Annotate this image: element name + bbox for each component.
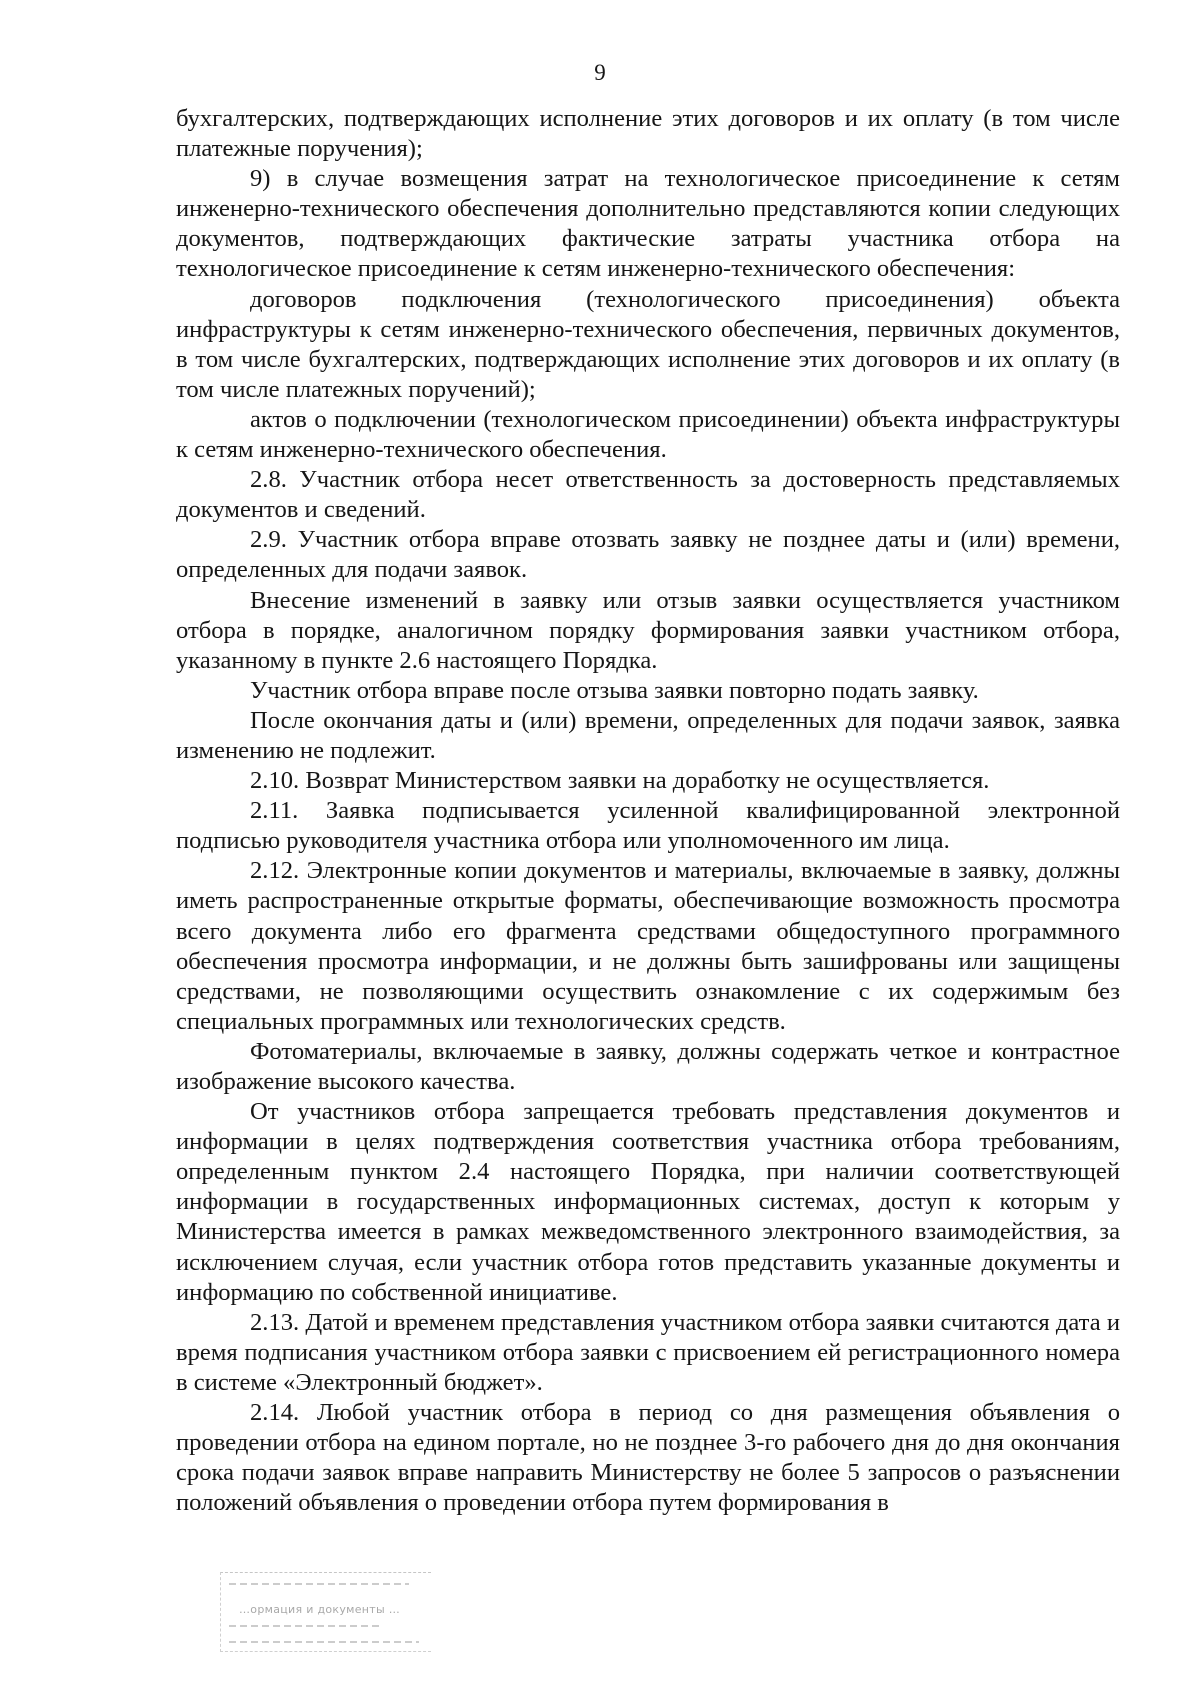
stamp-text: …ормация и документы … (239, 1603, 401, 1616)
paragraph: От участников отбора запрещается требовать представления документов и информации в целях подтверждения соответствия участника отбора требованиям, определенным пунктом 2.4 настоящего Порядка, при наличии соответствующей информации в государственных информационных системах, доступ к которым у Министерства имеется в рамках межведомственного электронного взаимодействия, за исключением случая, если участник отбора готов представить указанные документы и информацию по собственной инициативе. (176, 1098, 1120, 1306)
paragraph: 9) в случае возмещения затрат на технологическое присоединение к сетям инженерно-технического обеспечения дополнительно представляются копии следующих документов, подтверждающих фактические затраты участника отбора на технологическое присоединение к сетям инженерно-технического обеспечения: (176, 165, 1120, 283)
paragraph: договоров подключения (технологического присоединения) объекта инфраструктуры к сетям инженерно-технического обеспечения, первичных документов, в том числе бухгалтерских, подтверждающих исполнение этих договоров и их оплату (в том числе платежных поручений); (176, 285, 1120, 403)
paragraph: 2.10. Возврат Министерством заявки на доработку не осуществляется. (250, 767, 990, 795)
paragraph: Фотоматериалы, включаемые в заявку, должны содержать четкое и контрастное изображение высокого качества. (176, 1037, 1120, 1095)
paragraph: Внесение изменений в заявку или отзыв заявки осуществляется участником отбора в порядке, аналогичном порядку формирования заявки участником отбора, указанному в пункте 2.6 настоящего Порядка. (176, 586, 1120, 674)
paragraph: бухгалтерских, подтверждающих исполнение этих договоров и их оплату (в том числе платежные поручения); (176, 105, 1120, 163)
stamp-line (229, 1583, 409, 1585)
document-body (176, 104, 1120, 1518)
paragraph: 2.14. Любой участник отбора в период со дня размещения объявления о проведении отбора на едином портале, но не позднее 3-го рабочего дня до дня окончания срока подачи заявок вправе направить Министерству не более 5 запросов о разъяснении положений объявления о проведении отбора путем формирования в (176, 1399, 1120, 1517)
paragraph: 2.11. Заявка подписывается усиленной квалифицированной электронной подписью руководителя участника отбора или уполномоченного им лица. (176, 797, 1120, 855)
paragraph: актов о подключении (технологическом присоединении) объекта инфраструктуры к сетям инженерно-технического обеспечения. (176, 405, 1120, 464)
paragraph: Участник отбора вправе после отзыва заявки повторно подать заявку. (250, 676, 979, 704)
stamp-line (229, 1641, 419, 1643)
paragraph: 2.12. Электронные копии документов и материалы, включаемые в заявку, должны иметь распространенные открытые форматы, обеспечивающие возможность просмотра всего документа либо его фрагмента средствами общедоступного программного обеспечения просмотра информации, и не должны быть зашифрованы или защищены средствами, не позволяющими осуществить ознакомление с их содержимым без специальных программных или технологических средств. (176, 857, 1120, 1035)
faded-registration-stamp (220, 1572, 431, 1652)
page-number: 9 (594, 60, 606, 85)
paragraph: 2.9. Участник отбора вправе отозвать заявку не позднее даты и (или) времени, определенных для подачи заявок. (176, 526, 1120, 584)
paragraph: 2.13. Датой и временем представления участником отбора заявки считаются дата и время подписания участником отбора заявки с присвоением ей регистрационного номера в системе «Электронный бюджет». (176, 1308, 1120, 1396)
stamp-line (229, 1625, 379, 1627)
paragraph: 2.8. Участник отбора несет ответственность за достоверность представляемых документов и сведений. (176, 466, 1120, 524)
paragraph: После окончания даты и (или) времени, определенных для подачи заявок, заявка изменению не подлежит. (176, 706, 1120, 764)
